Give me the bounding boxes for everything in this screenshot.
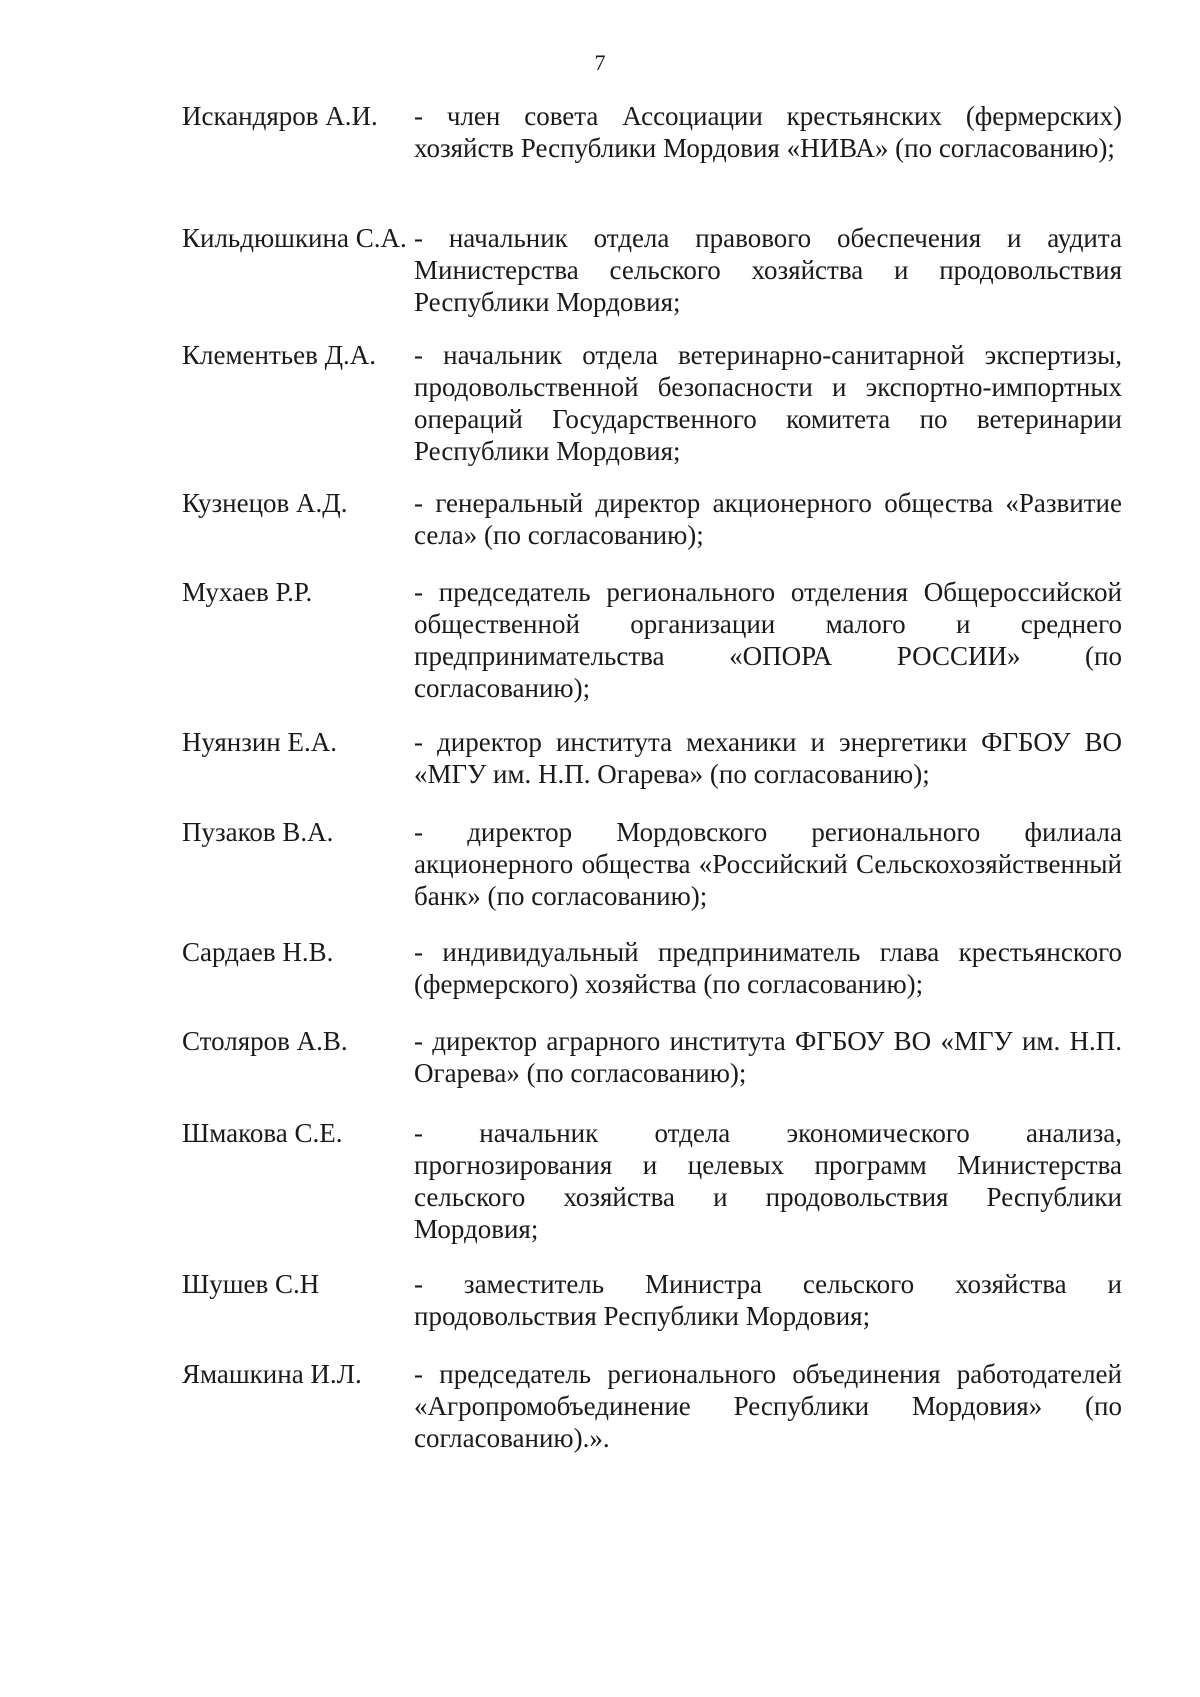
member-description: - генеральный директор акционерного общества «Развитие села» (по согласованию); <box>414 488 1122 550</box>
member-entry <box>182 816 1122 912</box>
member-entry <box>182 576 1122 704</box>
member-name: Нуянзин Е.А. <box>182 727 337 757</box>
member-description: - председатель регионального отделения Общероссийской общественной организации малого и среднего предпринимательства «ОПОРА РОССИИ» (по согласованию); <box>414 577 1122 703</box>
member-name: Клементьев Д.А. <box>182 340 376 370</box>
member-description: - директор Мордовского регионального филиала акционерного общества «Российский Сельскохозяйственный банк» (по согласованию); <box>414 817 1122 911</box>
member-description: - директор аграрного института ФГБОУ ВО «МГУ им. Н.П. Огарева» (по согласованию); <box>414 1026 1122 1088</box>
member-entry <box>182 1268 1122 1332</box>
member-description: - индивидуальный предприниматель глава крестьянского (фермерского) хозяйства (по согласованию); <box>414 937 1122 999</box>
member-description: - директор института механики и энергетики ФГБОУ ВО «МГУ им. Н.П. Огарева» (по согласованию); <box>414 727 1122 789</box>
member-entry <box>182 339 1122 467</box>
member-name: Кильдюшкина С.А. <box>182 223 407 253</box>
page-number: 7 <box>594 50 606 75</box>
member-name: Шушев С.Н <box>182 1269 320 1299</box>
member-entry <box>182 1117 1122 1245</box>
member-entry <box>182 1358 1122 1454</box>
member-name: Искандяров А.И. <box>182 101 378 131</box>
member-name: Шмакова С.Е. <box>182 1118 343 1148</box>
member-name: Пузаков В.А. <box>182 817 334 847</box>
member-entry <box>182 726 1122 790</box>
member-entry <box>182 222 1122 318</box>
member-description: - заместитель Министра сельского хозяйства и продовольствия Республики Мордовия; <box>414 1269 1122 1331</box>
member-name: Сардаев Н.В. <box>182 937 334 967</box>
member-entry <box>182 936 1122 1000</box>
member-description: - начальник отдела экономического анализа, прогнозирования и целевых программ Министерства сельского хозяйства и продовольствия Республики Мордовия; <box>414 1118 1122 1244</box>
member-description: - начальник отдела правового обеспечения и аудита Министерства сельского хозяйства и продовольствия Республики Мордовия; <box>414 223 1122 317</box>
member-entry <box>182 487 1122 551</box>
member-name: Кузнецов А.Д. <box>182 488 348 518</box>
member-description: - член совета Ассоциации крестьянских (фермерских) хозяйств Республики Мордовия «НИВА» (по согласованию); <box>414 101 1122 163</box>
member-description: - начальник отдела ветеринарно-санитарной экспертизы, продовольственной безопасности и экспортно-импортных операций Государственного комитета по ветеринарии Республики Мордовия; <box>414 340 1122 466</box>
member-name: Мухаев Р.Р. <box>182 577 313 607</box>
member-description: - председатель регионального объединения работодателей «Агропромобъединение Республики Мордовия» (по согласованию).». <box>414 1359 1122 1453</box>
member-name: Ямашкина И.Л. <box>182 1359 362 1389</box>
member-entry <box>182 100 1122 164</box>
member-entry <box>182 1025 1122 1089</box>
member-name: Столяров А.В. <box>182 1026 348 1056</box>
